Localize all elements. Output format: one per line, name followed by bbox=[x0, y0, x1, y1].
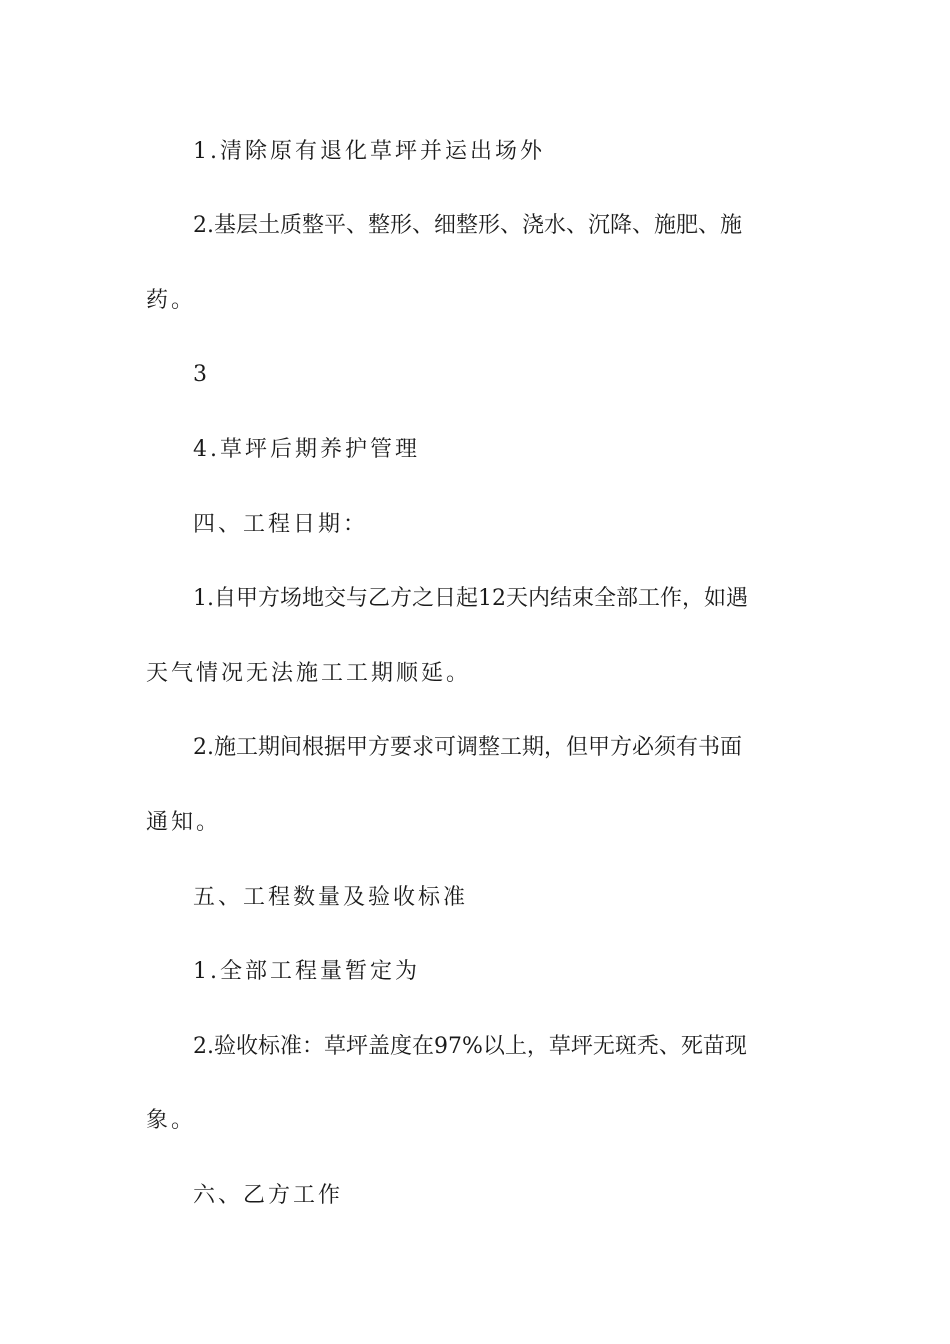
clause-5-2-continued: 象。 bbox=[146, 1108, 197, 1133]
section-heading-4: 四、工程日期： bbox=[193, 512, 369, 537]
clause-3-4: 4.草坪后期养护管理 bbox=[193, 437, 420, 462]
clause-3-2-continued: 药。 bbox=[146, 288, 197, 313]
clause-4-1: 1.自甲方场地交与乙方之日起12天内结束全部工作，如遇 bbox=[193, 586, 748, 611]
clause-5-1: 1.全部工程量暂定为 bbox=[193, 959, 420, 984]
clause-5-2: 2.验收标准：草坪盖度在97%以上，草坪无斑秃、死苗现 bbox=[193, 1034, 747, 1059]
clause-3-1: 1.清除原有退化草坪并运出场外 bbox=[193, 139, 545, 164]
clause-4-2: 2.施工期间根据甲方要求可调整工期，但甲方必须有书面 bbox=[193, 735, 742, 760]
clause-3-3: 3 bbox=[193, 362, 210, 387]
clause-4-1-continued: 天气情况无法施工工期顺延。 bbox=[146, 661, 472, 686]
clause-3-2: 2.基层土质整平、整形、细整形、浇水、沉降、施肥、施 bbox=[193, 213, 742, 238]
section-heading-6: 六、乙方工作 bbox=[193, 1183, 344, 1208]
section-heading-5: 五、工程数量及验收标准 bbox=[193, 885, 469, 910]
clause-4-2-continued: 通知。 bbox=[146, 810, 222, 835]
